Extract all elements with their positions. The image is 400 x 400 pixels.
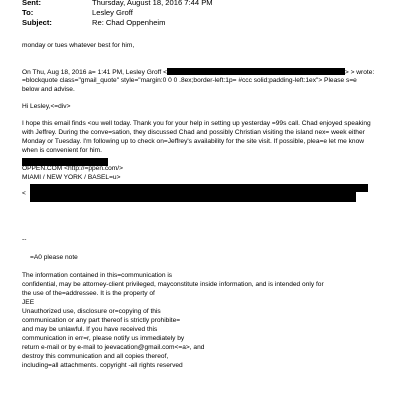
header-to-value: Lesley Groff: [92, 8, 133, 17]
legal-line-6: communication or any part thereof is strictly prohibite=: [22, 317, 181, 324]
reply-line: monday or tues whatever best for him,: [22, 42, 135, 49]
header-sent-label: Sent:: [22, 0, 41, 7]
redaction-signature-line-2: [30, 192, 356, 202]
header-subject-value: Re: Chad Oppenheim: [92, 18, 166, 27]
legal-line-5: Unauthorized use, disclosure or=copying of this: [22, 308, 161, 315]
quote-intro-text: On Thu, Aug 18, 2016 a= 1:41 PM, Lesley Groff <: [22, 69, 167, 76]
signature-company: OPPEN.COM <http://=ppen.com/>: [22, 165, 123, 172]
header-to-row: [22, 8, 133, 18]
header-sent-value: Thursday, August 18, 2016 7:44 PM: [92, 0, 213, 7]
legal-line-9: return e-mail or by e-mail to jeevacation@gmail.com<=a>, and: [22, 344, 205, 351]
please-note: =A0 please note: [30, 254, 78, 261]
paragraph-line-3: Monday or Tuesday. I'm following up to check on=Jeffrey's availability for the site visit. If possible, plea=e let me know: [22, 138, 365, 145]
paragraph-line-1: I hope this email finds <ou well today. Thank you for your help in setting up yesterday =99s call. Chad enjoyed speaking: [22, 120, 371, 127]
header-to-label: To:: [22, 8, 34, 17]
legal-line-7: and may be unlawful. If you have received this: [22, 326, 158, 333]
quote-intro-line-3: below and advise.: [22, 86, 75, 93]
separator-dashes: --: [22, 236, 27, 243]
header-subject-row: [22, 18, 165, 28]
legal-line-2: confidential, may be attorney-client privileged, mayconstitute inside information, and is intended only for: [22, 281, 324, 288]
quote-intro-tail: > > wrote:: [344, 69, 375, 76]
redaction-email-address: [167, 68, 345, 75]
redaction-signature-line-1: [30, 184, 368, 192]
signature-cities: MIAMI / NEW YORK / BASEL=u>: [22, 174, 121, 181]
legal-line-3: the use of the=addressee. It is the property of: [22, 290, 155, 297]
legal-line-8: communication in err=r, please notify us immediately by: [22, 335, 185, 342]
signature-angle: <: [22, 190, 26, 197]
legal-line-4: JEE: [22, 299, 35, 306]
paragraph-line-2: with Jeffrey. During the conve=sation, they discussed Chad and possibly Christian visiting the island nex= week either: [22, 129, 365, 136]
legal-line-1: The information contained in this=communication is: [22, 272, 173, 279]
header-subject-label: Subject:: [22, 18, 52, 27]
paragraph-line-4: when is convenient for him.: [22, 147, 102, 154]
quote-intro-line-2: =blockquote class="gmail_quote" style="margin:0 0 0 .8ex;border-left:1p= #ccc solid;padding-left:1ex"> Please s=e: [22, 77, 357, 84]
legal-line-10: destroy this communication and all copies thereof,: [22, 353, 169, 360]
legal-line-11: including=all attachments. copyright -all rights reserved: [22, 362, 183, 369]
greeting: Hi Lesley,<=div>: [22, 103, 71, 110]
header-sent-row: [22, 0, 213, 8]
